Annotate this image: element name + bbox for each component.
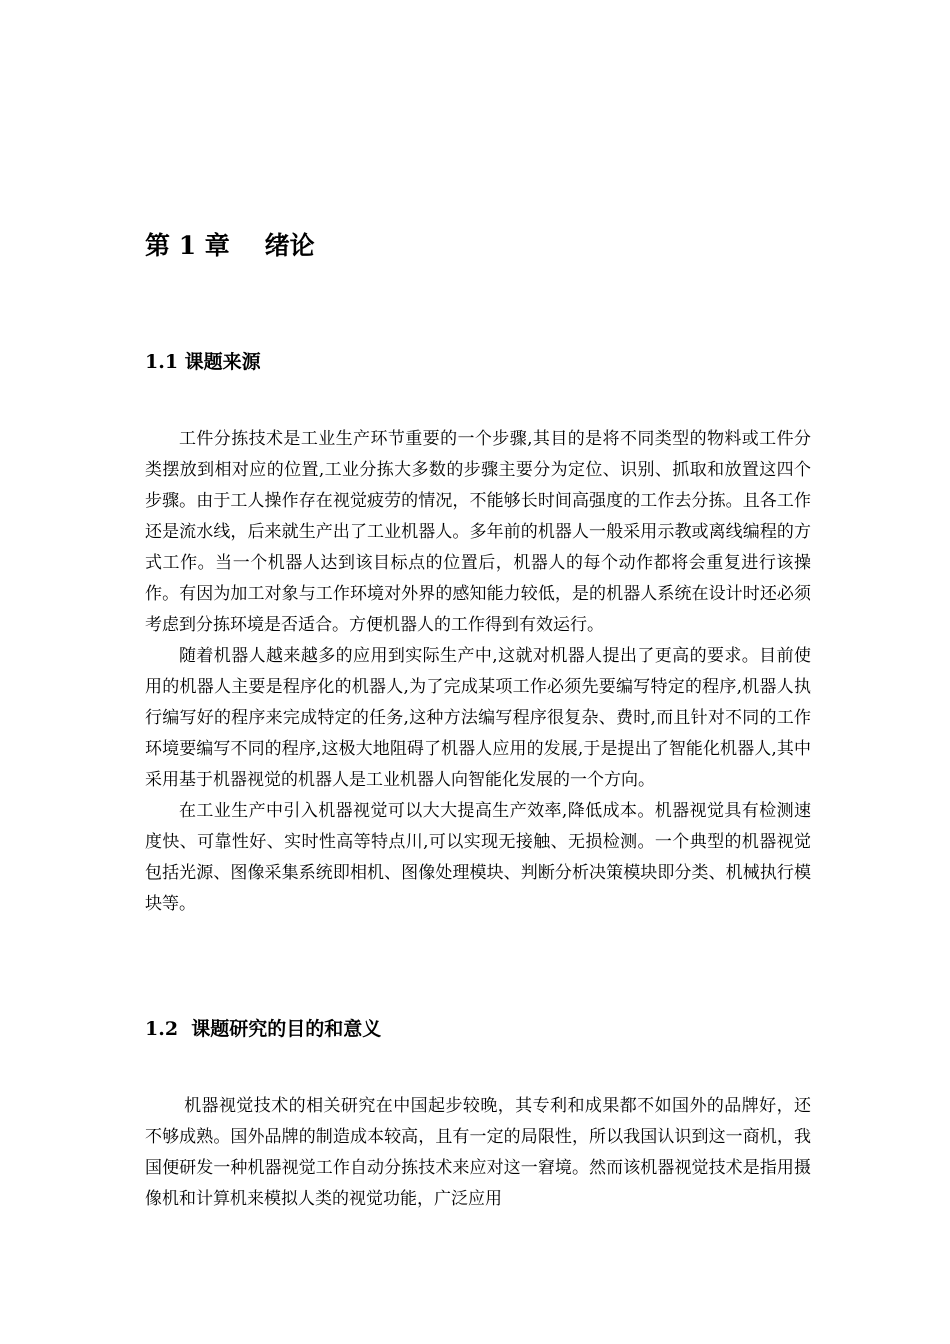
chapter-title: 第 1 章 绪论 <box>145 231 315 260</box>
section-title-1-2: 1.2 课题研究的目的和意义 <box>145 1018 382 1040</box>
section-1-2-body <box>145 1091 811 1215</box>
paragraph-1-1-3: 在工业生产中引入机器视觉可以大大提高生产效率,降低成本。机器视觉具有检测速度快、可靠性好、实时性高等特点川,可以实现无接触、无损检测。一个典型的机器视觉包括光源、图像采集系统即相机、图像处理模块、判断分析决策模块即分类、机械执行模块等。 <box>145 801 811 914</box>
section-title-1-1: 1.1 课题来源 <box>145 351 261 373</box>
paragraph-1-2-1: 机器视觉技术的相关研究在中国起步较晚，其专利和成果都不如国外的品牌好，还不够成熟。国外品牌的制造成本较高，且有一定的局限性，所以我国认识到这一商机，我国便研发一种机器视觉工作自动分拣技术来应对这一窘境。然而该机器视觉技术是指用摄像机和计算机来模拟人类的视觉功能，广泛应用 <box>145 1096 811 1209</box>
section-1-1-body <box>145 424 811 920</box>
paragraph-1-1-2: 随着机器人越来越多的应用到实际生产中,这就对机器人提出了更高的要求。目前使用的机器人主要是程序化的机器人,为了完成某项工作必须先要编写特定的程序,机器人执行编写好的程序来完成特定的任务,这种方法编写程序很复杂、费时,而且针对不同的工作环境要编写不同的程序,这极大地阻碍了机器人应用的发展,于是提出了智能化机器人,其中采用基于机器视觉的机器人是工业机器人向智能化发展的一个方向。 <box>145 646 811 790</box>
paragraph-1-1-1: 工件分拣技术是工业生产环节重要的一个步骤,其目的是将不同类型的物料或工件分类摆放到相对应的位置,工业分拣大多数的步骤主要分为定位、识别、抓取和放置这四个步骤。由于工人操作存在视觉疲劳的情况，不能够长时间高强度的工作去分拣。且各工作还是流水线，后来就生产出了工业机器人。多年前的机器人一般采用示教或离线编程的方式工作。当一个机器人达到该目标点的位置后，机器人的每个动作都将会重复进行该操作。有因为加工对象与工作环境对外界的感知能力较低，是的机器人系统在设计时还必须考虑到分拣环境是否适合。方便机器人的工作得到有效运行。 <box>145 429 811 635</box>
